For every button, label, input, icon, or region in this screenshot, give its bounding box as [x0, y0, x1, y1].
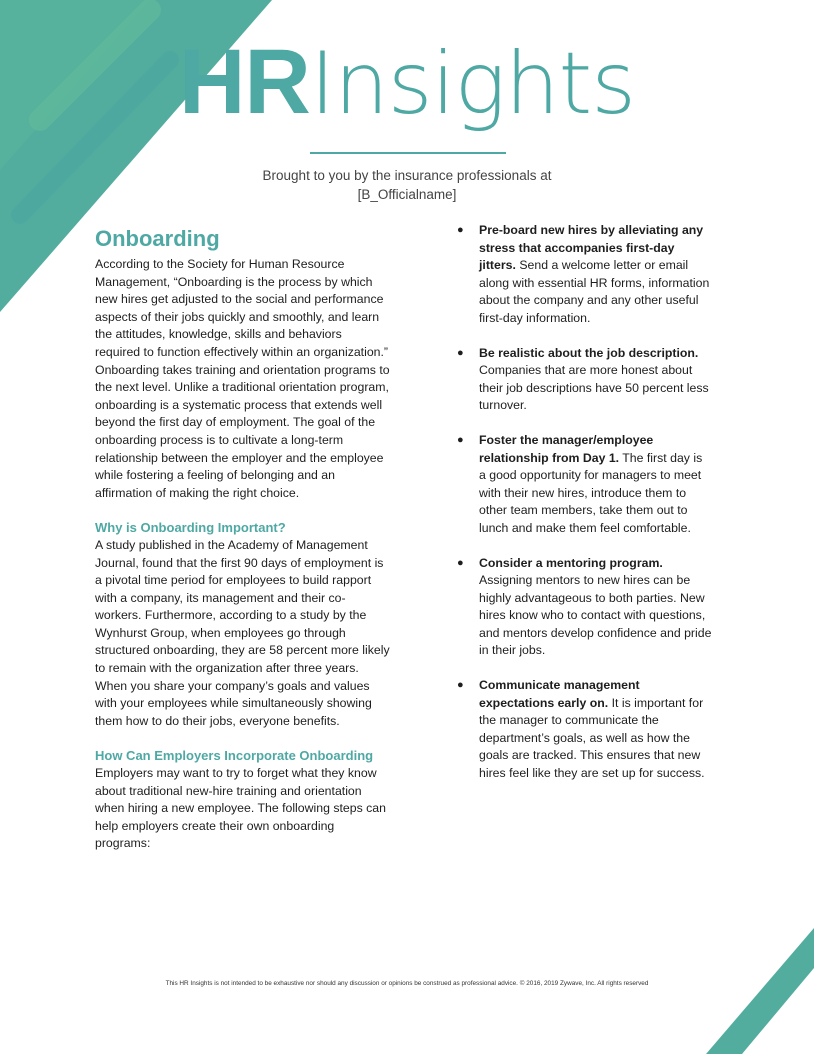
hr-insights-logo: [0, 32, 814, 134]
bullet-item: ● Be realistic about the job description. Companies that are more honest about their job descriptions have 50 percent less turnover.: [457, 345, 712, 415]
heading-how: How Can Employers Incorporate Onboarding: [95, 748, 374, 764]
bullet-icon: ●: [457, 556, 464, 569]
logo-light: Insights: [309, 34, 636, 134]
byline-text: Brought to you by the insurance professionals at: [262, 168, 552, 183]
page-title: Onboarding: [95, 226, 220, 251]
bullet-item: ● Consider a mentoring program. Assigning mentors to new hires can be highly advantageous to both parties. New hires know who to contact with questions, and mentors develop confidence and pride in their jobs.: [457, 555, 712, 661]
intro-paragraph: According to the Society for Human Resource Management, “Onboarding is the process by which new hires get adjusted to the social and performance aspects of their jobs quickly and smoothly, and learn the attitudes, knowledge, skills and behaviors required to function effectively within an organization.” Onboarding takes training and orientation programs to the next level. Unlike a traditional orientation program, onboarding is a systematic process that extends well beyond the first day of employment. The goal of the onboarding process is to cultivate a long-term relationship between the employer and the employee while fostering a feeling of belonging and an affirmation of making the right choice.: [95, 257, 390, 500]
bullet-item: ● Foster the manager/employee relationship from Day 1. The first day is a good opportunity for managers to meet with their new hires, introduce them to other team members, take them out to lunch and make them feel comfortable.: [457, 432, 712, 538]
bullet-item: ● Pre-board new hires by alleviating any stress that accompanies first-day jitters. Send a welcome letter or email along with essential HR forms, information about the company and any other useful first-day information.: [457, 222, 712, 328]
official-name: [B_Officialname]: [357, 187, 457, 202]
left-column: [95, 224, 390, 853]
right-column: [457, 222, 712, 800]
bullet-icon: ●: [457, 433, 464, 446]
byline: [0, 166, 814, 204]
logo-bold: HR: [178, 31, 310, 133]
why-paragraph: A study published in the Academy of Management Journal, found that the first 90 days of employment is a pivotal time period for employees to build rapport with a company, its management and their co-workers. Furthermore, according to a study by the Wynhurst Group, when employees go through structured onboarding, they are 58 percent more likely to remain with the organization after three years. When you share your company’s goals and values with your employees while simultaneously showing them how to do their jobs, everyone benefits.: [95, 537, 390, 728]
heading-why: Why is Onboarding Important?: [95, 520, 286, 536]
bullet-item: ● Communicate management expectations early on. It is important for the manager to communicate the department’s goals, as well as how the goals are tracked. This ensures that new hires feel like they are set up for success.: [457, 677, 712, 783]
title-rule: [310, 152, 506, 154]
footer-disclaimer: This HR Insights is not intended to be exhaustive nor should any discussion or opinions be construed as professional advice. © 2016, 2019 Zywave, Inc. All rights reserved: [165, 980, 649, 987]
bullet-icon: ●: [457, 346, 464, 359]
how-paragraph: Employers may want to try to forget what they know about traditional new-hire training and orientation when hiring a new employee. The following steps can help employers create their own onboarding programs:: [95, 766, 386, 851]
bullet-icon: ●: [457, 679, 464, 692]
bullet-icon: ●: [457, 224, 464, 236]
